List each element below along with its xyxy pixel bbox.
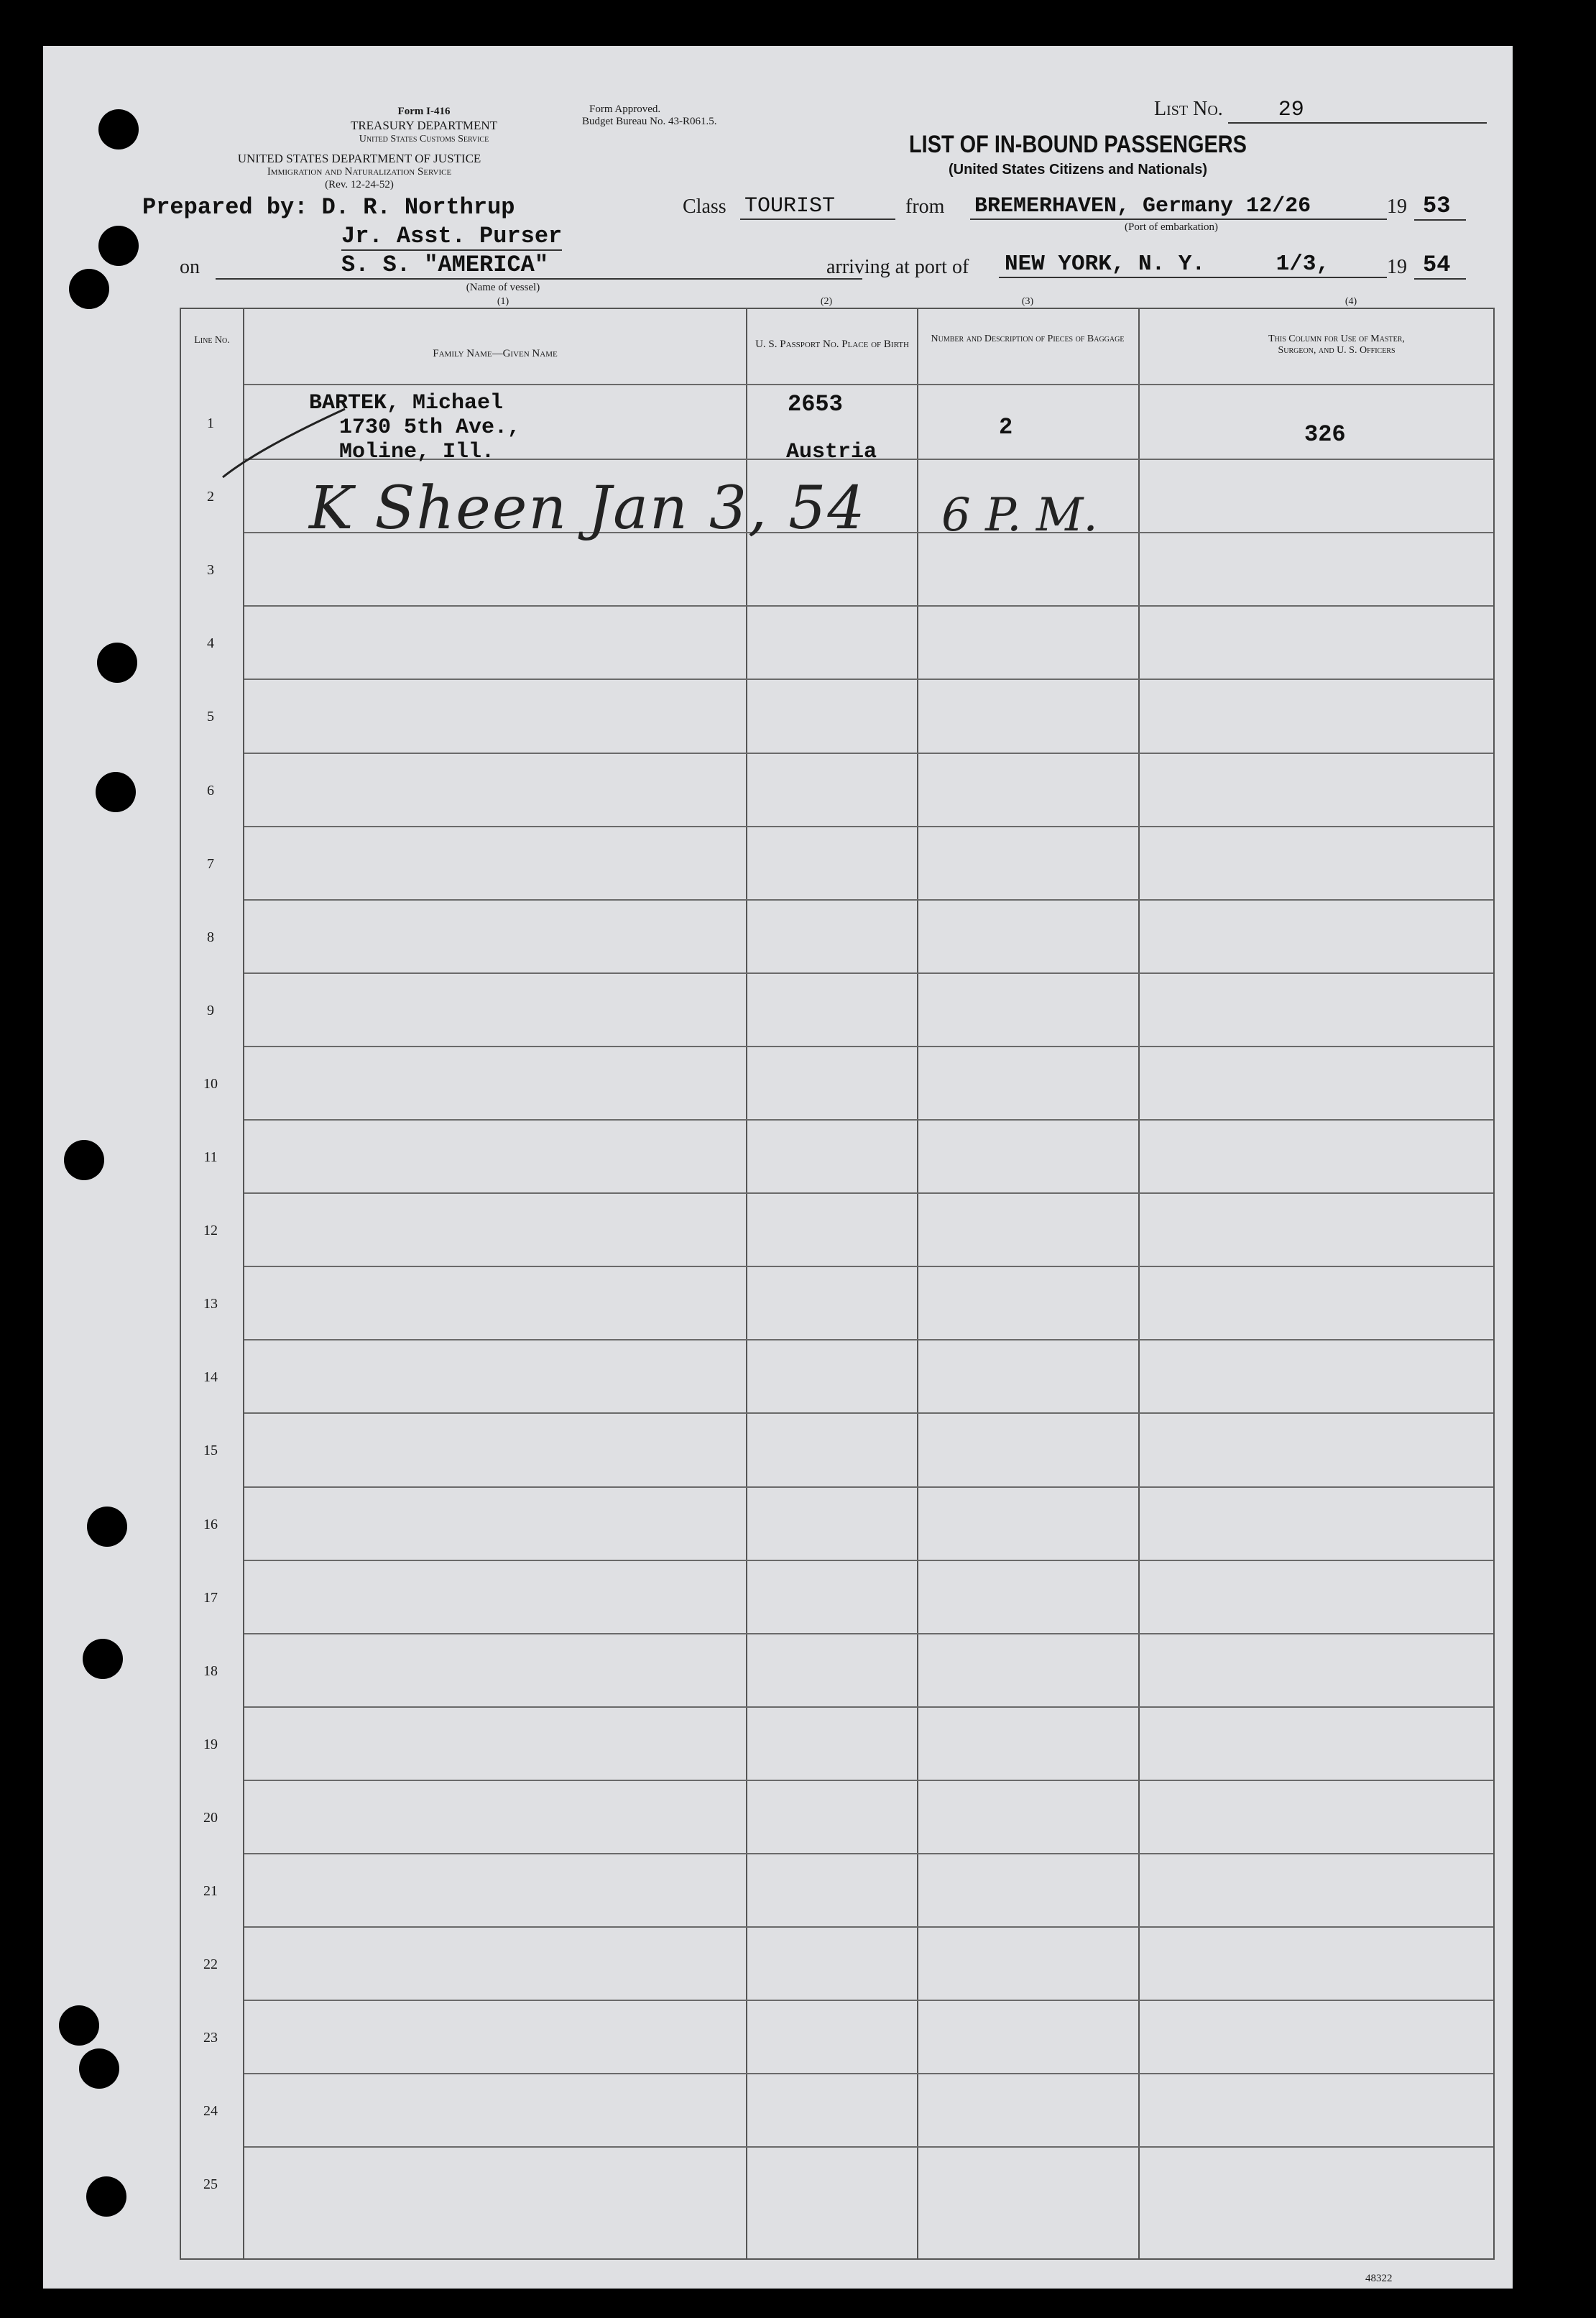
table-row (180, 680, 1495, 753)
arrival-date: 1/3, (1276, 252, 1330, 277)
justice-identification (187, 152, 532, 191)
arrival-port (999, 252, 1387, 278)
from-year-prefix: 19 (1387, 196, 1407, 218)
line-number: 6 (207, 782, 214, 799)
header-baggage: Number and Description of Pieces of Baggage (931, 334, 1125, 344)
header-officers: This Column for Use of Master, Surgeon, and U. S. Officers (1268, 334, 1405, 356)
officer-entry: 326 (1304, 421, 1346, 448)
line-number: 24 (203, 2103, 218, 2120)
line-number: 10 (203, 1075, 218, 1092)
passenger-city: Moline, Ill. (339, 440, 495, 464)
form-title-block (826, 131, 1329, 178)
line-number: 18 (203, 1662, 218, 1679)
table-row (180, 974, 1495, 1047)
from-year: 53 (1414, 193, 1466, 221)
line-number: 13 (203, 1296, 218, 1312)
table-row (180, 1121, 1495, 1194)
embarkation-caption: (Port of embarkation) (1125, 221, 1218, 233)
document-page (43, 46, 1513, 2289)
form-approved: Form Approved. (589, 104, 661, 115)
birthplace: Austria (786, 440, 877, 464)
column-2-marker: (2) (820, 296, 833, 307)
table-row (180, 754, 1495, 827)
column-3-marker: (3) (1021, 296, 1034, 307)
line-number: 1 (207, 415, 214, 431)
handwritten-time-note: 6 P. M. (941, 489, 1098, 542)
passenger-name: BARTEK, Michael (309, 391, 504, 415)
punch-hole-icon (98, 109, 139, 150)
line-number: 23 (203, 2030, 218, 2046)
punch-hole-icon (83, 1639, 123, 1679)
table-row (180, 533, 1495, 607)
treasury-department: TREASURY DEPARTMENT (350, 119, 498, 132)
line-number: 25 (203, 2176, 218, 2193)
form-title: LIST OF IN-BOUND PASSENGERS (909, 131, 1247, 158)
table-row (180, 1561, 1495, 1634)
line-number: 9 (207, 1002, 214, 1018)
budget-bureau: Budget Bureau No. 43-R061.5. (582, 116, 717, 127)
punch-hole-icon (79, 2048, 119, 2089)
header-rule (244, 384, 1493, 385)
line-number: 8 (207, 929, 214, 945)
header-family-name: Family Name—Given Name (433, 348, 558, 359)
passenger-street: 1730 5th Ave., (339, 415, 521, 440)
punch-hole-icon (96, 772, 136, 812)
immigration-service: Immigration and Naturalization Service (267, 166, 452, 178)
class-value: TOURIST (740, 194, 895, 220)
list-number-label: List No. (1154, 98, 1223, 120)
table-row (180, 2148, 1495, 2221)
table-row (180, 901, 1495, 974)
preparer-name: D. R. Northrup (321, 194, 515, 221)
line-number: 14 (203, 1369, 218, 1386)
form-identification (287, 105, 561, 146)
preparer-title-row (341, 223, 562, 249)
punch-hole-icon (87, 1507, 127, 1547)
table-row (180, 1928, 1495, 2001)
prepared-by (142, 194, 515, 221)
customs-service: United States Customs Service (359, 134, 489, 144)
punch-hole-icon (97, 643, 137, 683)
arrival-year: 54 (1414, 252, 1466, 280)
table-row (180, 1854, 1495, 1928)
baggage-count: 2 (999, 414, 1013, 441)
table-row (180, 1047, 1495, 1121)
header-line-no: Line No. (194, 335, 230, 346)
arriving-label: arriving at port of (826, 256, 969, 278)
prepared-by-label: Prepared by: (142, 194, 308, 221)
line-number: 3 (207, 562, 214, 579)
line-number: 12 (203, 1223, 218, 1239)
line-number: 21 (203, 1883, 218, 1899)
table-row (180, 1194, 1495, 1267)
list-number (1154, 98, 1487, 124)
line-number: 2 (207, 489, 214, 505)
header-passport: U. S. Passport No. Place of Birth (755, 339, 909, 350)
line-number: 11 (203, 1149, 218, 1165)
vessel-on-label: on (180, 256, 200, 278)
justice-department: UNITED STATES DEPARTMENT OF JUSTICE (237, 152, 481, 165)
embarkation-port: BREMERHAVEN, Germany 12/26 (970, 194, 1387, 220)
vessel-name: S. S. "AMERICA" (216, 252, 862, 280)
handwritten-inspector-note: K Sheen Jan 3, 54 (309, 474, 867, 543)
line-number: 19 (203, 1736, 218, 1752)
preparer-title: Jr. Asst. Purser (341, 223, 563, 249)
table-row (180, 1634, 1495, 1708)
line-number: 5 (207, 709, 214, 725)
table-row (180, 1340, 1495, 1414)
passport-number: 2653 (788, 391, 843, 418)
table-row (180, 1708, 1495, 1781)
table-row (180, 1267, 1495, 1340)
table-row (180, 1781, 1495, 1854)
punch-hole-icon (69, 269, 109, 309)
punch-hole-icon (59, 2005, 99, 2046)
column-4-marker: (4) (1344, 296, 1357, 307)
check-mark-icon (216, 405, 359, 484)
line-number: 4 (207, 635, 214, 652)
line-number: 15 (203, 1443, 218, 1459)
table-row (180, 1414, 1495, 1487)
form-subtitle: (United States Citizens and Nationals) (948, 162, 1208, 178)
class-label: Class (683, 196, 726, 218)
form-number: Form I-416 (397, 106, 451, 117)
vessel-caption: (Name of vessel) (466, 282, 540, 293)
budget-approval (582, 104, 716, 128)
line-number: 16 (203, 1516, 218, 1532)
line-number: 17 (203, 1589, 218, 1606)
punch-hole-icon (64, 1140, 104, 1180)
revision-date: (Rev. 12-24-52) (325, 179, 394, 190)
arrival-port-name: NEW YORK, N. Y. (1005, 252, 1206, 277)
line-number: 22 (203, 1956, 218, 1973)
table-row (180, 1488, 1495, 1561)
punch-hole-icon (98, 226, 139, 266)
table-row (180, 2074, 1495, 2148)
from-label: from (905, 196, 945, 218)
table-row (180, 607, 1495, 680)
line-number: 20 (203, 1809, 218, 1826)
arrival-year-prefix: 19 (1387, 256, 1407, 278)
punch-hole-icon (86, 2176, 126, 2217)
line-number: 7 (207, 855, 214, 872)
table-row (180, 2001, 1495, 2074)
column-1-marker: (1) (497, 296, 509, 307)
list-number-value: 29 (1228, 98, 1487, 124)
table-row (180, 827, 1495, 901)
form-footer-number: 48322 (1365, 2273, 1393, 2284)
